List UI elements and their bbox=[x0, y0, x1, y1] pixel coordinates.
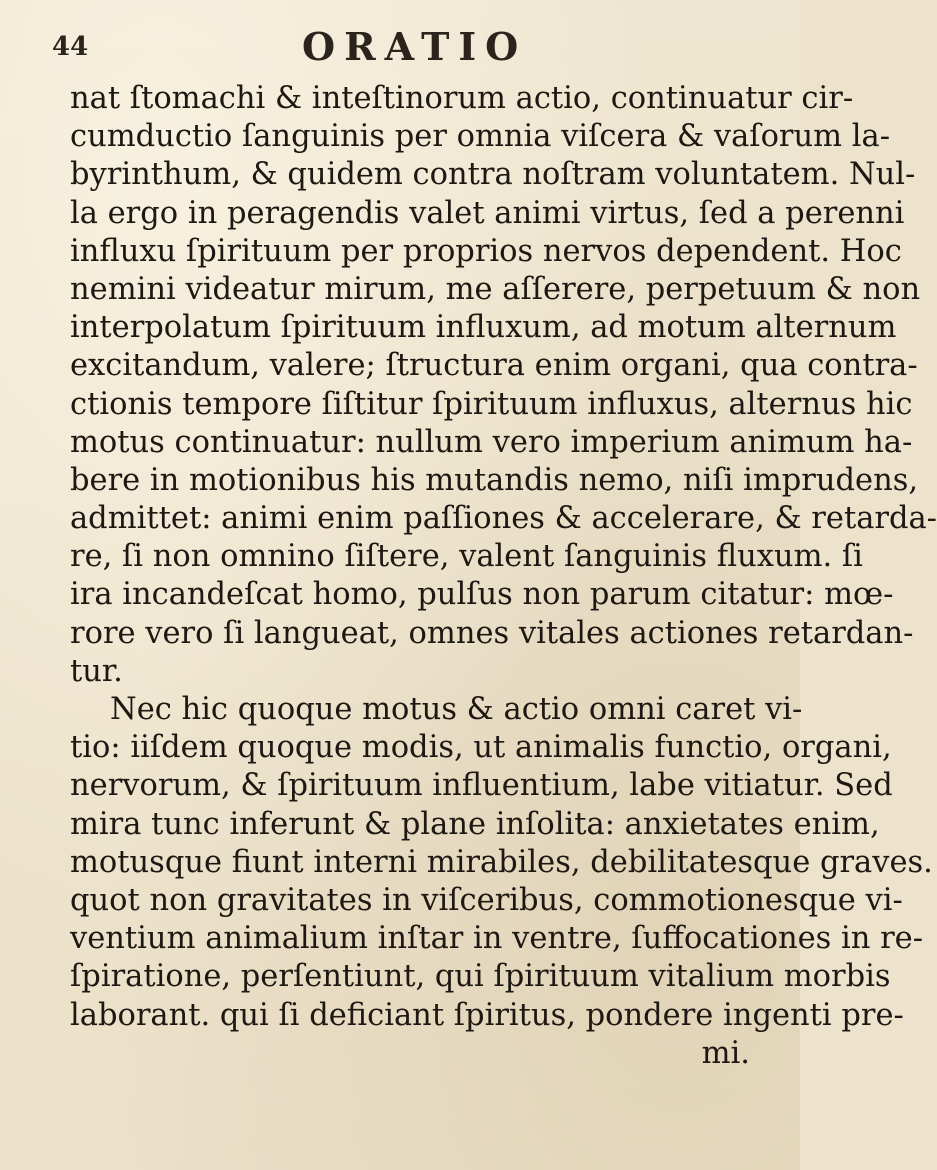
text-line: nemini videatur mirum, me aſſerere, perpetuum & non bbox=[70, 271, 921, 307]
text-line: nat ſtomachi & inteſtinorum actio, continuatur cir- bbox=[70, 81, 854, 116]
text-line: rore vero ſi langueat, omnes vitales actiones retardan- bbox=[70, 615, 914, 651]
text-line: motusque fiunt interni mirabiles, debilitatesque graves. bbox=[70, 844, 933, 880]
text-line: tio: iiſdem quoque modis, ut animalis functio, organi, bbox=[70, 730, 892, 766]
paragraph-end-line: tur. bbox=[70, 653, 123, 689]
text-line: cumductio ſanguinis per omnia viſcera & vaſorum la- bbox=[70, 119, 891, 155]
text-line: byrinthum, & quidem contra noſtram voluntatem. Nul- bbox=[70, 157, 916, 193]
text-line: ctionis tempore ſiſtitur ſpirituum influxus, alternus hic bbox=[70, 386, 913, 422]
text-line: nervorum, & ſpirituum influentium, labe vitiatur. Sed bbox=[70, 768, 893, 804]
text-line: influxu ſpirituum per proprios nervos dependent. Hoc bbox=[70, 233, 902, 269]
paragraph-start-line: Nec hic quoque motus & actio omni caret vi- bbox=[110, 692, 803, 727]
page-number: 44 bbox=[52, 32, 89, 62]
running-title: ORATIO bbox=[302, 24, 528, 69]
text-line: mira tunc inferunt & plane inſolita: anxietates enim, bbox=[70, 806, 880, 842]
text-line: quot non gravitates in viſceribus, commotionesque vi- bbox=[70, 882, 903, 918]
text-line: re, ſi non omnino ſiſtere, valent ſanguinis fluxum. ſi bbox=[70, 539, 863, 575]
text-line: la ergo in peragendis valet animi virtus, ſed a perenni bbox=[70, 195, 905, 231]
body-text bbox=[70, 80, 937, 1073]
text-line: ventium animalium inſtar in ventre, ſuffocationes in re- bbox=[70, 921, 924, 957]
text-line: excitandum, valere; ſtructura enim organi, qua contra- bbox=[70, 348, 918, 384]
text-line: ſpiratione, perſentiunt, qui ſpirituum vitalium morbis bbox=[70, 959, 891, 995]
text-line: motus continuatur: nullum vero imperium animum ha- bbox=[70, 424, 913, 460]
text-line: interpolatum ſpirituum influxum, ad motum alternum bbox=[70, 310, 897, 346]
text-line: ira incandeſcat homo, pulſus non parum citatur: mœ- bbox=[70, 577, 894, 613]
catchword: mi. bbox=[701, 1035, 750, 1071]
text-line: laborant. qui ſi deficiant ſpiritus, pondere ingenti pre- bbox=[70, 997, 904, 1033]
page-header bbox=[52, 22, 752, 72]
text-line: admittet: animi enim paſſiones & accelerare, & retarda- bbox=[70, 501, 937, 537]
text-line: bere in motionibus his mutandis nemo, niſi imprudens, bbox=[70, 462, 919, 498]
